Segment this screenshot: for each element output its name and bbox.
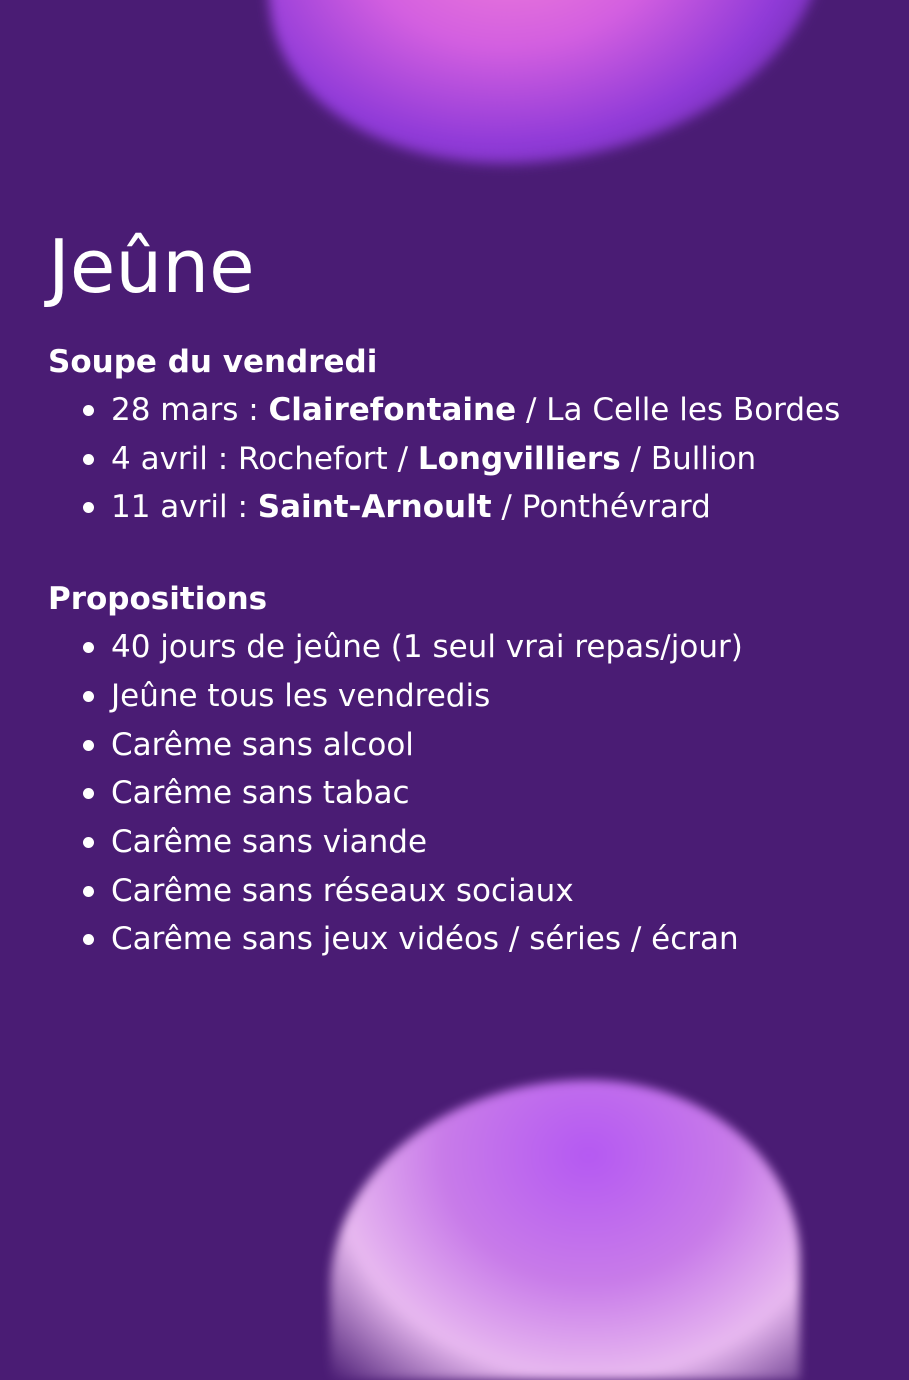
list-item: 40 jours de jeûne (1 seul vrai repas/jour) <box>48 623 889 672</box>
list-item: Jeûne tous les vendredis <box>48 672 889 721</box>
page-content <box>48 222 889 964</box>
item-date: 4 avril <box>111 440 208 477</box>
soupe-list <box>48 386 889 532</box>
item-place-rest: / La Celle les Bordes <box>516 392 841 428</box>
item-place: Rochefort <box>238 440 388 477</box>
decorative-blob-bottom <box>330 1080 800 1380</box>
list-item: Carême sans viande <box>48 818 889 867</box>
list-item: Carême sans réseaux sociaux <box>48 867 889 916</box>
section-heading-propositions: Propositions <box>48 581 268 618</box>
page-title: Jeûne <box>48 224 255 310</box>
item-place-rest: / Bullion <box>620 440 757 477</box>
list-item: 11 avril : Saint-Arnoult / Ponthévrard <box>48 483 889 532</box>
item-place-bold: Longvilliers <box>417 440 621 477</box>
item-place-bold: Saint-Arnoult <box>257 489 492 526</box>
item-place-rest: / Ponthévrard <box>491 489 711 526</box>
list-item: Carême sans alcool <box>48 721 889 770</box>
item-date: 28 mars <box>111 392 239 428</box>
list-item: Carême sans tabac <box>48 769 889 818</box>
list-item: 28 mars : Clairefontaine / La Celle les Bordes <box>48 386 889 435</box>
item-date: 11 avril <box>111 489 228 526</box>
item-place-bold: Clairefontaine <box>268 392 517 428</box>
decorative-blob-top <box>254 0 845 188</box>
section-heading-soupe: Soupe du vendredi <box>48 344 378 380</box>
list-item: Carême sans jeux vidéos / séries / écran <box>48 915 889 964</box>
list-item: 4 avril : Rochefort / Longvilliers / Bullion <box>48 435 889 484</box>
propositions-list <box>48 623 889 964</box>
